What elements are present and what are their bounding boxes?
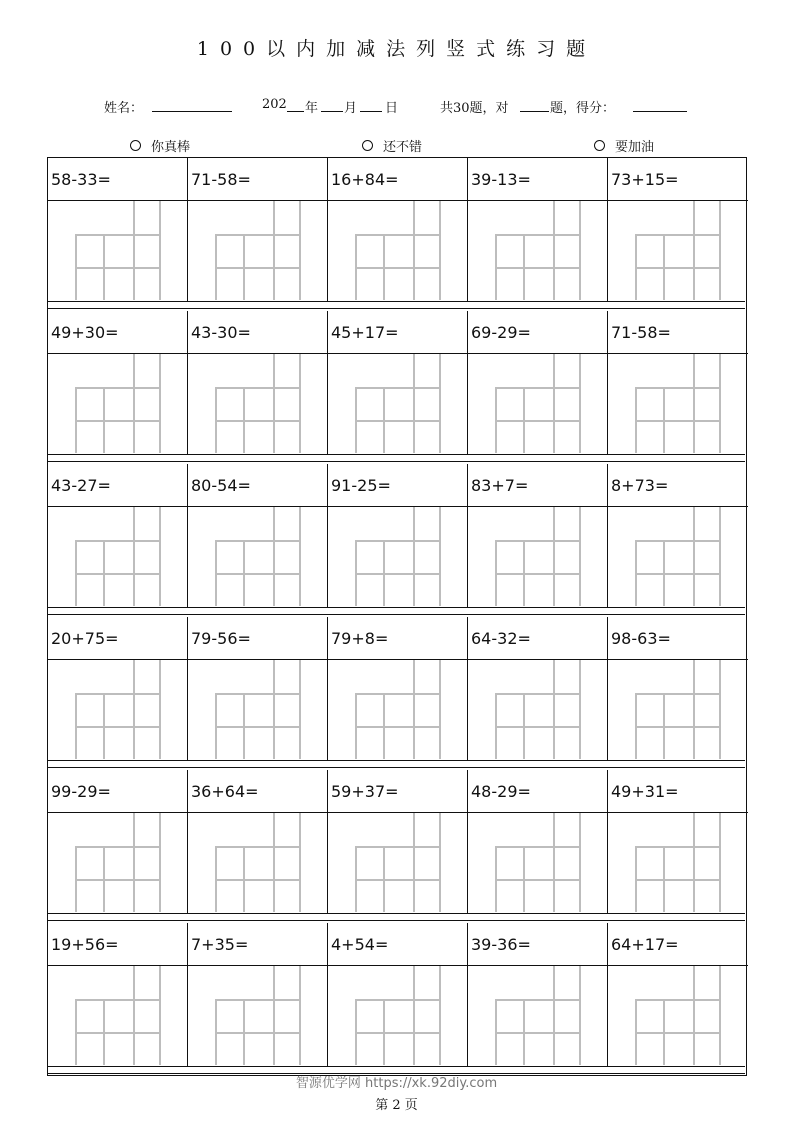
grid-guide-line	[663, 234, 665, 300]
grid-guide-line	[439, 660, 441, 759]
problem-text: 49+30=	[51, 323, 119, 342]
vertical-calculation-box[interactable]	[355, 201, 440, 300]
grid-guide-line	[553, 507, 555, 606]
vertical-calculation-box[interactable]	[635, 507, 720, 606]
correct-blank[interactable]	[520, 97, 549, 112]
problem-text: 73+15=	[611, 170, 679, 189]
rating-good[interactable]: 还不错	[362, 136, 422, 155]
grid-guide-line	[159, 966, 161, 1065]
grid-guide-line	[215, 1032, 301, 1034]
grid-guide-line	[579, 966, 581, 1065]
grid-guide-line	[75, 693, 161, 695]
vertical-calculation-box[interactable]	[635, 966, 720, 1065]
vertical-calculation-box[interactable]	[635, 354, 720, 453]
problem-text: 36+64=	[191, 782, 259, 801]
grid-guide-line	[635, 1032, 721, 1034]
grid-guide-line	[523, 999, 525, 1065]
problem-text: 8+73=	[611, 476, 669, 495]
problem-text: 49+31=	[611, 782, 679, 801]
grid-guide-line	[693, 966, 695, 1065]
grid-guide-line	[133, 507, 135, 606]
grid-guide-line	[495, 1032, 581, 1034]
grid-guide-line	[215, 879, 301, 881]
grid-guide-line	[553, 966, 555, 1065]
grid-guide-line	[273, 354, 275, 453]
grid-guide-line	[273, 660, 275, 759]
day-label: 日	[385, 101, 399, 116]
problem-cell	[188, 617, 328, 760]
grid-guide-line	[103, 846, 105, 912]
problem-text: 71-58=	[191, 170, 251, 189]
grid-guide-line	[495, 267, 581, 269]
grid-guide-line	[579, 660, 581, 759]
vertical-calculation-box[interactable]	[355, 354, 440, 453]
grid-guide-line	[75, 1032, 161, 1034]
problem-text: 7+35=	[191, 935, 249, 954]
problem-text: 39-13=	[471, 170, 531, 189]
grid-guide-line	[579, 354, 581, 453]
rating-great[interactable]: 你真棒	[130, 136, 190, 155]
grid-guide-line	[413, 813, 415, 912]
grid-guide-line	[663, 693, 665, 759]
row-separator	[48, 760, 745, 768]
page-number: 第 2 页	[375, 1098, 418, 1113]
problem-cell	[608, 617, 748, 760]
vertical-calculation-box[interactable]	[75, 354, 160, 453]
vertical-calculation-box[interactable]	[215, 966, 300, 1065]
problem-cell	[188, 158, 328, 301]
score-blank[interactable]	[633, 97, 687, 112]
grid-guide-line	[663, 846, 665, 912]
problem-text: 58-33=	[51, 170, 111, 189]
grid-guide-line	[719, 354, 721, 453]
grid-guide-line	[383, 999, 385, 1065]
grid-guide-line	[273, 507, 275, 606]
grid-guide-line	[159, 660, 161, 759]
vertical-calculation-box[interactable]	[635, 201, 720, 300]
grid-guide-line	[663, 999, 665, 1065]
problem-row	[48, 923, 745, 1066]
grid-guide-line	[523, 234, 525, 300]
problem-cell	[48, 617, 188, 760]
grid-guide-line	[413, 201, 415, 300]
grid-guide-line	[495, 540, 581, 542]
student-info-line	[0, 97, 793, 117]
total-label: 共30题，对	[440, 101, 509, 116]
vertical-calculation-box[interactable]	[215, 507, 300, 606]
grid-guide-line	[243, 234, 245, 300]
grid-guide-line	[523, 846, 525, 912]
grid-guide-line	[75, 387, 161, 389]
problem-text: 79+8=	[331, 629, 389, 648]
grid-guide-line	[635, 234, 721, 236]
grid-guide-line	[299, 507, 301, 606]
grid-guide-line	[133, 966, 135, 1065]
grid-guide-line	[299, 354, 301, 453]
grid-guide-line	[159, 813, 161, 912]
grid-guide-line	[523, 540, 525, 606]
year-prefix: 202	[262, 97, 287, 112]
problem-row	[48, 311, 745, 454]
grid-guide-line	[523, 387, 525, 453]
grid-guide-line	[75, 267, 161, 269]
grid-guide-line	[355, 573, 441, 575]
problem-text: 83+7=	[471, 476, 529, 495]
year-blank[interactable]	[287, 97, 304, 112]
grid-guide-line	[495, 234, 581, 236]
problem-cell	[188, 923, 328, 1066]
grid-guide-line	[355, 540, 441, 542]
vertical-calculation-box[interactable]	[635, 660, 720, 759]
problem-cell	[608, 311, 748, 454]
grid-guide-line	[495, 846, 581, 848]
grid-guide-line	[553, 201, 555, 300]
problem-cell	[468, 617, 608, 760]
vertical-calculation-box[interactable]	[495, 201, 580, 300]
problem-cell	[48, 923, 188, 1066]
row-separator	[48, 607, 745, 615]
circle-icon	[594, 140, 605, 151]
grid-guide-line	[579, 201, 581, 300]
problem-text: 19+56=	[51, 935, 119, 954]
problem-row	[48, 464, 745, 607]
grid-guide-line	[579, 813, 581, 912]
vertical-calculation-box[interactable]	[635, 813, 720, 912]
grid-guide-line	[299, 660, 301, 759]
problem-text: 64-32=	[471, 629, 531, 648]
grid-guide-line	[553, 660, 555, 759]
grid-guide-line	[299, 966, 301, 1065]
problem-text: 59+37=	[331, 782, 399, 801]
grid-guide-line	[495, 420, 581, 422]
grid-guide-line	[103, 234, 105, 300]
vertical-calculation-box[interactable]	[495, 966, 580, 1065]
grid-guide-line	[495, 879, 581, 881]
grid-guide-line	[635, 573, 721, 575]
grid-guide-line	[273, 813, 275, 912]
problem-cell	[188, 311, 328, 454]
problem-cell	[468, 770, 608, 913]
grid-guide-line	[243, 540, 245, 606]
grid-guide-line	[719, 966, 721, 1065]
problem-text: 43-27=	[51, 476, 111, 495]
grid-guide-line	[75, 540, 161, 542]
problem-text: 98-63=	[611, 629, 671, 648]
footer-watermark: 智源优学网 https://xk.92diy.com	[295, 1076, 498, 1091]
grid-guide-line	[355, 879, 441, 881]
problem-cell	[188, 464, 328, 607]
grid-guide-line	[75, 879, 161, 881]
row-separator	[48, 913, 745, 921]
grid-guide-line	[133, 813, 135, 912]
row-separator	[48, 301, 745, 309]
problem-row	[48, 617, 745, 760]
vertical-calculation-box[interactable]	[355, 966, 440, 1065]
grid-guide-line	[159, 507, 161, 606]
vertical-calculation-box[interactable]	[75, 201, 160, 300]
problem-cell	[48, 770, 188, 913]
rating-try-harder[interactable]: 要加油	[594, 136, 654, 155]
grid-guide-line	[215, 999, 301, 1001]
day-blank[interactable]	[360, 97, 382, 112]
grid-guide-line	[243, 693, 245, 759]
grid-guide-line	[215, 726, 301, 728]
grid-guide-line	[693, 507, 695, 606]
problem-row	[48, 158, 745, 301]
grid-guide-line	[133, 660, 135, 759]
vertical-calculation-box[interactable]	[495, 813, 580, 912]
grid-guide-line	[439, 507, 441, 606]
grid-guide-line	[693, 354, 695, 453]
problem-cell	[48, 464, 188, 607]
page-title: 100以内加减法列竖式练习题	[196, 38, 597, 60]
grid-guide-line	[693, 201, 695, 300]
problem-text: 80-54=	[191, 476, 251, 495]
grid-guide-line	[133, 354, 135, 453]
grid-guide-line	[523, 693, 525, 759]
grid-guide-line	[383, 693, 385, 759]
vertical-calculation-box[interactable]	[495, 507, 580, 606]
grid-guide-line	[693, 660, 695, 759]
vertical-calculation-box[interactable]	[75, 507, 160, 606]
vertical-calculation-box[interactable]	[495, 660, 580, 759]
grid-guide-line	[299, 813, 301, 912]
grid-guide-line	[215, 267, 301, 269]
circle-icon	[130, 140, 141, 151]
grid-guide-line	[693, 813, 695, 912]
grid-guide-line	[635, 387, 721, 389]
grid-guide-line	[215, 573, 301, 575]
grid-guide-line	[383, 846, 385, 912]
grid-guide-line	[579, 507, 581, 606]
grid-guide-line	[103, 387, 105, 453]
problem-text: 16+84=	[331, 170, 399, 189]
grid-guide-line	[383, 387, 385, 453]
problem-cell	[608, 923, 748, 1066]
grid-guide-line	[103, 999, 105, 1065]
problem-row	[48, 770, 745, 913]
grid-guide-line	[413, 966, 415, 1065]
grid-guide-line	[215, 693, 301, 695]
name-label: 姓名：	[104, 101, 144, 116]
grid-guide-line	[273, 201, 275, 300]
grid-guide-line	[719, 813, 721, 912]
grid-guide-line	[663, 540, 665, 606]
grid-guide-line	[159, 201, 161, 300]
problem-text: 48-29=	[471, 782, 531, 801]
year-label: 年	[305, 101, 319, 116]
grid-guide-line	[215, 420, 301, 422]
grid-guide-line	[635, 267, 721, 269]
problem-cell	[468, 311, 608, 454]
grid-guide-line	[215, 234, 301, 236]
problem-text: 91-25=	[331, 476, 391, 495]
problem-cell	[468, 923, 608, 1066]
problem-cell	[468, 158, 608, 301]
grid-guide-line	[215, 387, 301, 389]
grid-guide-line	[635, 420, 721, 422]
grid-guide-line	[355, 1032, 441, 1034]
problem-cell	[608, 770, 748, 913]
grid-guide-line	[495, 999, 581, 1001]
problem-cell	[328, 770, 468, 913]
grid-guide-line	[215, 540, 301, 542]
grid-guide-line	[355, 387, 441, 389]
problem-cell	[48, 311, 188, 454]
grid-guide-line	[635, 846, 721, 848]
grid-guide-line	[495, 573, 581, 575]
problem-text: 64+17=	[611, 935, 679, 954]
problem-cell	[48, 158, 188, 301]
vertical-calculation-box[interactable]	[355, 507, 440, 606]
grid-guide-line	[439, 201, 441, 300]
vertical-calculation-box[interactable]	[355, 813, 440, 912]
grid-guide-line	[355, 999, 441, 1001]
grid-guide-line	[719, 201, 721, 300]
problem-text: 71-58=	[611, 323, 671, 342]
grid-guide-line	[75, 420, 161, 422]
vertical-calculation-box[interactable]	[215, 660, 300, 759]
grid-guide-line	[299, 201, 301, 300]
correct-suffix: 题，得分：	[550, 101, 616, 116]
grid-guide-line	[635, 879, 721, 881]
vertical-calculation-box[interactable]	[355, 660, 440, 759]
grid-guide-line	[243, 387, 245, 453]
month-label: 月	[344, 101, 358, 116]
grid-guide-line	[75, 234, 161, 236]
grid-guide-line	[439, 354, 441, 453]
problem-grid	[47, 157, 747, 1076]
grid-guide-line	[635, 726, 721, 728]
grid-guide-line	[413, 507, 415, 606]
grid-guide-line	[243, 999, 245, 1065]
problem-text: 79-56=	[191, 629, 251, 648]
problem-text: 43-30=	[191, 323, 251, 342]
problem-cell	[608, 158, 748, 301]
grid-guide-line	[215, 846, 301, 848]
grid-guide-line	[75, 846, 161, 848]
grid-guide-line	[383, 540, 385, 606]
grid-guide-line	[663, 387, 665, 453]
grid-guide-line	[553, 813, 555, 912]
grid-guide-line	[355, 234, 441, 236]
vertical-calculation-box[interactable]	[75, 966, 160, 1065]
vertical-calculation-box[interactable]	[495, 354, 580, 453]
row-separator	[48, 454, 745, 462]
grid-guide-line	[355, 693, 441, 695]
grid-guide-line	[355, 420, 441, 422]
grid-guide-line	[719, 660, 721, 759]
problem-text: 69-29=	[471, 323, 531, 342]
grid-guide-line	[495, 693, 581, 695]
month-blank[interactable]	[321, 97, 343, 112]
problem-text: 99-29=	[51, 782, 111, 801]
grid-guide-line	[635, 540, 721, 542]
problem-text: 39-36=	[471, 935, 531, 954]
grid-guide-line	[439, 813, 441, 912]
vertical-calculation-box[interactable]	[215, 813, 300, 912]
problem-cell	[188, 770, 328, 913]
problem-cell	[468, 464, 608, 607]
grid-guide-line	[243, 846, 245, 912]
vertical-calculation-box[interactable]	[75, 660, 160, 759]
problem-cell	[328, 158, 468, 301]
grid-guide-line	[355, 726, 441, 728]
grid-guide-line	[103, 693, 105, 759]
grid-guide-line	[413, 354, 415, 453]
grid-guide-line	[383, 234, 385, 300]
circle-icon	[362, 140, 373, 151]
grid-guide-line	[75, 999, 161, 1001]
vertical-calculation-box[interactable]	[215, 201, 300, 300]
grid-guide-line	[439, 966, 441, 1065]
problem-text: 20+75=	[51, 629, 119, 648]
problem-cell	[608, 464, 748, 607]
problem-cell	[328, 311, 468, 454]
vertical-calculation-box[interactable]	[215, 354, 300, 453]
grid-guide-line	[355, 846, 441, 848]
grid-guide-line	[75, 573, 161, 575]
grid-guide-line	[719, 507, 721, 606]
grid-guide-line	[273, 966, 275, 1065]
problem-cell	[328, 617, 468, 760]
grid-guide-line	[495, 387, 581, 389]
grid-guide-line	[103, 540, 105, 606]
problem-text: 4+54=	[331, 935, 389, 954]
grid-guide-line	[75, 726, 161, 728]
grid-guide-line	[635, 999, 721, 1001]
grid-guide-line	[133, 201, 135, 300]
name-blank[interactable]	[152, 97, 232, 112]
problem-cell	[328, 464, 468, 607]
grid-guide-line	[159, 354, 161, 453]
grid-guide-line	[553, 354, 555, 453]
vertical-calculation-box[interactable]	[75, 813, 160, 912]
grid-guide-line	[635, 693, 721, 695]
grid-guide-line	[413, 660, 415, 759]
grid-guide-line	[495, 726, 581, 728]
grid-guide-line	[355, 267, 441, 269]
problem-cell	[328, 923, 468, 1066]
problem-text: 45+17=	[331, 323, 399, 342]
